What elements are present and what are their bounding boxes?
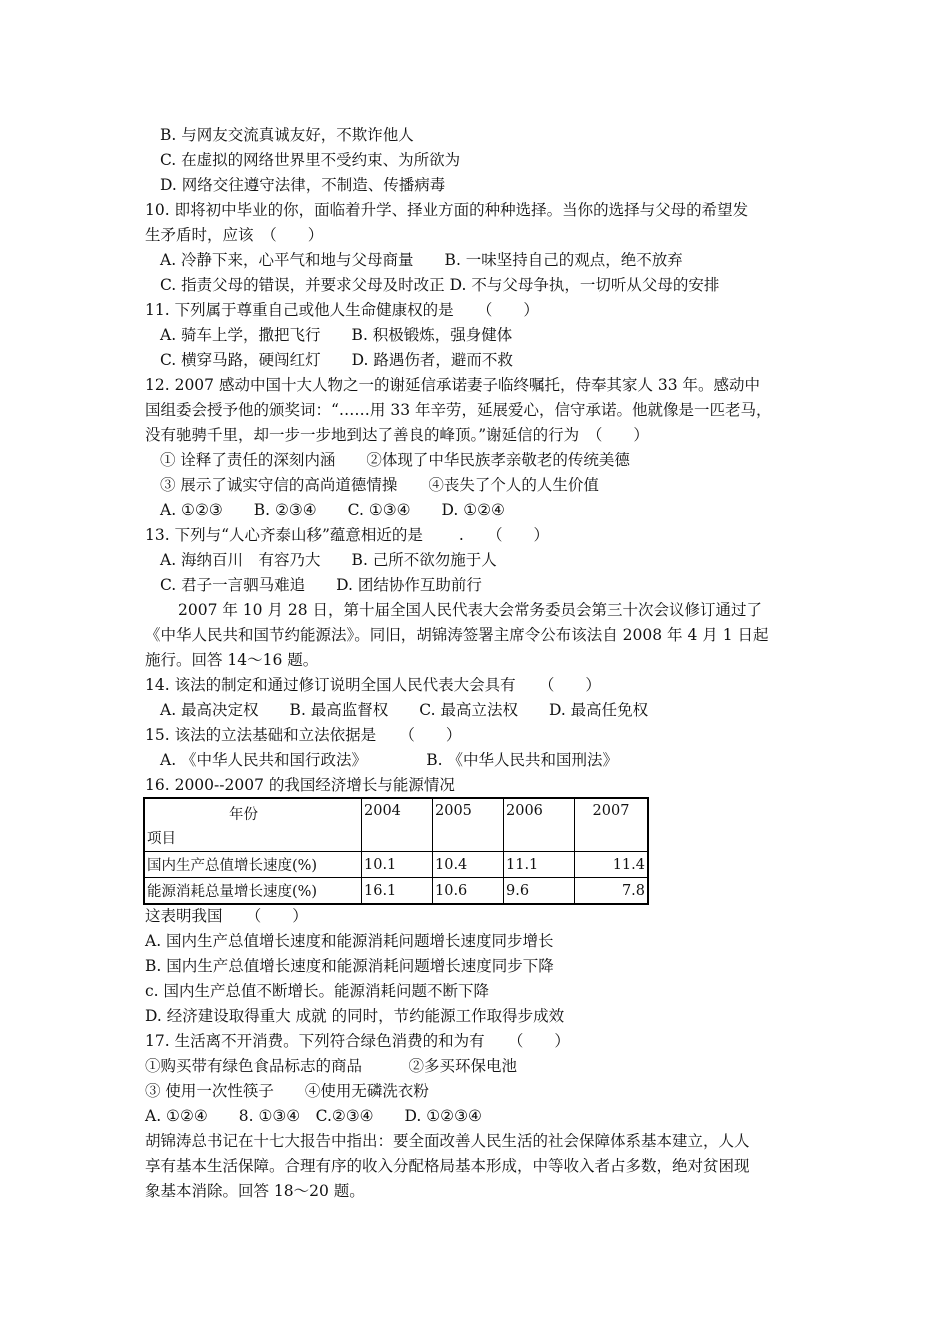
q11-options-ab: A. 骑车上学，撒把飞行 B. 积极锻炼，强身健体 — [160, 326, 513, 344]
table-cell: 10.6 — [433, 878, 504, 905]
q12-stem-3: 没有驰骋千里，却一步一步地到达了善良的峰顶。”谢延信的行为 （ ） — [145, 426, 649, 444]
q12-options: A. ①②③ B. ②③④ C. ①③④ D. ①②④ — [160, 501, 505, 519]
context-3: 施行。回答 14～16 题。 — [145, 651, 319, 669]
header-item-label: 项目 — [147, 831, 176, 847]
table-row — [144, 878, 648, 905]
q9-option-b: B. 与网友交流真诚友好，不欺诈他人 — [160, 126, 414, 144]
q16-option-d: D. 经济建设取得重大 成就 的同时，节约能源工作取得步成效 — [145, 1007, 565, 1025]
q16-option-b: B. 国内生产总值增长速度和能源消耗问题增长速度同步下降 — [145, 957, 554, 975]
table-cell: 11.1 — [504, 852, 575, 878]
q15-options: A. 《中华人民共和国行政法》 B. 《中华人民共和国刑法》 — [160, 751, 618, 769]
year-header: 2006 — [504, 798, 575, 852]
year-header: 2007 — [575, 798, 649, 852]
table-header-row — [144, 798, 648, 852]
q17-stem: 17. 生活离不开消费。下列符合绿色消费的和为有 （ ） — [145, 1032, 570, 1050]
table-cell: 9.6 — [504, 878, 575, 905]
q9-option-c: C. 在虚拟的网络世界里不受约束、为所欲为 — [160, 151, 461, 169]
q10-options-ab: A. 冷静下来，心平气和地与父母商量 B. 一味坚持自己的观点，绝不放弃 — [160, 251, 683, 269]
q17-options: A. ①②④ 8. ①③④ C.②③④ D. ①②③④ — [145, 1107, 482, 1125]
q14-options: A. 最高决定权 B. 最高监督权 C. 最高立法权 D. 最高任免权 — [160, 701, 649, 719]
q11-stem: 11. 下列属于尊重自己或他人生命健康权的是 （ ） — [145, 301, 539, 319]
row-label: 国内生产总值增长速度(%) — [144, 852, 362, 878]
context-5: 享有基本生活保障。合理有序的收入分配格局基本形成，中等收入者占多数，绝对贫困现 — [145, 1157, 750, 1175]
q17-statements-2: ③ 使用一次性筷子 ④使用无磷洗衣粉 — [145, 1082, 429, 1100]
q10-stem-2: 生矛盾时，应该 （ ） — [145, 226, 324, 244]
table-cell: 16.1 — [362, 878, 433, 905]
context-4: 胡锦涛总书记在十七大报告中指出：要全面改善人民生活的社会保障体系基本建立，人人 — [145, 1132, 750, 1150]
table-cell: 11.4 — [575, 852, 649, 878]
q13-options-ab: A. 海纳百川 有容乃大 B. 己所不欲勿施于人 — [160, 551, 497, 569]
context-1: 2007 年 10 月 28 日，第十届全国人民代表大会常务委员会第三十次会议修订通过了 — [178, 601, 763, 619]
q12-statements-1: ① 诠释了责任的深刻内涵 ②体现了中华民族孝亲敬老的传统美德 — [160, 451, 630, 469]
header-year-label: 年份 — [229, 807, 258, 823]
economy-energy-table — [143, 797, 649, 905]
q12-statements-2: ③ 展示了诚实守信的高尚道德情操 ④丧失了个人的人生价值 — [160, 476, 599, 494]
table-row — [144, 852, 648, 878]
q9-option-d: D. 网络交往遵守法律，不制造、传播病毒 — [160, 176, 446, 194]
q12-stem-1: 12. 2007 感动中国十大人物之一的谢延信承诺妻子临终嘱托，侍奉其家人 33 年。感动中 — [145, 376, 761, 394]
q16-stem: 16. 2000--2007 的我国经济增长与能源情况 — [145, 776, 455, 794]
table-cell: 7.8 — [575, 878, 649, 905]
q15-stem: 15. 该法的立法基础和立法依据是 （ ） — [145, 726, 462, 744]
table-cell: 10.1 — [362, 852, 433, 878]
q17-statements-1: ①购买带有绿色食品标志的商品 ②多买环保电池 — [145, 1057, 518, 1075]
context-6: 象基本消除。回答 18～20 题。 — [145, 1182, 365, 1200]
table-cell: 10.4 — [433, 852, 504, 878]
q11-options-cd: C. 横穿马路，硬闯红灯 D. 路遇伤者，避而不救 — [160, 351, 513, 369]
year-header: 2005 — [433, 798, 504, 852]
q14-stem: 14. 该法的制定和通过修订说明全国人民代表大会具有 （ ） — [145, 676, 601, 694]
table-corner-header — [144, 798, 362, 852]
q10-options-cd: C. 指责父母的错误，并要求父母及时改正 D. 不与父母争执，一切听从父母的安排 — [160, 276, 720, 294]
row-label: 能源消耗总量增长速度(%) — [144, 878, 362, 905]
context-2: 《中华人民共和国节约能源法》。同旧，胡锦涛签署主席令公布该法自 2008 年 4 月 1 日起 — [145, 626, 769, 644]
q13-options-cd: C. 君子一言驷马难追 D. 团结协作互助前行 — [160, 576, 482, 594]
q16-option-a: A. 国内生产总值增长速度和能源消耗问题增长速度同步增长 — [145, 932, 554, 950]
q13-stem: 13. 下列与“人心齐泰山移”蕴意相近的是 . （ ） — [145, 526, 550, 544]
q16-option-c: c. 国内生产总值不断增长。能源消耗问题不断下降 — [145, 982, 490, 1000]
q12-stem-2: 国组委会授予他的颁奖词：“……用 33 年辛劳，延展爱心，信守承诺。他就像是一匹老马， — [145, 401, 772, 419]
year-header: 2004 — [362, 798, 433, 852]
q10-stem-1: 10. 即将初中毕业的你，面临着升学、择业方面的种种选择。当你的选择与父母的希望发 — [145, 201, 749, 219]
q16-conclusion: 这表明我国 （ ） — [145, 907, 308, 925]
